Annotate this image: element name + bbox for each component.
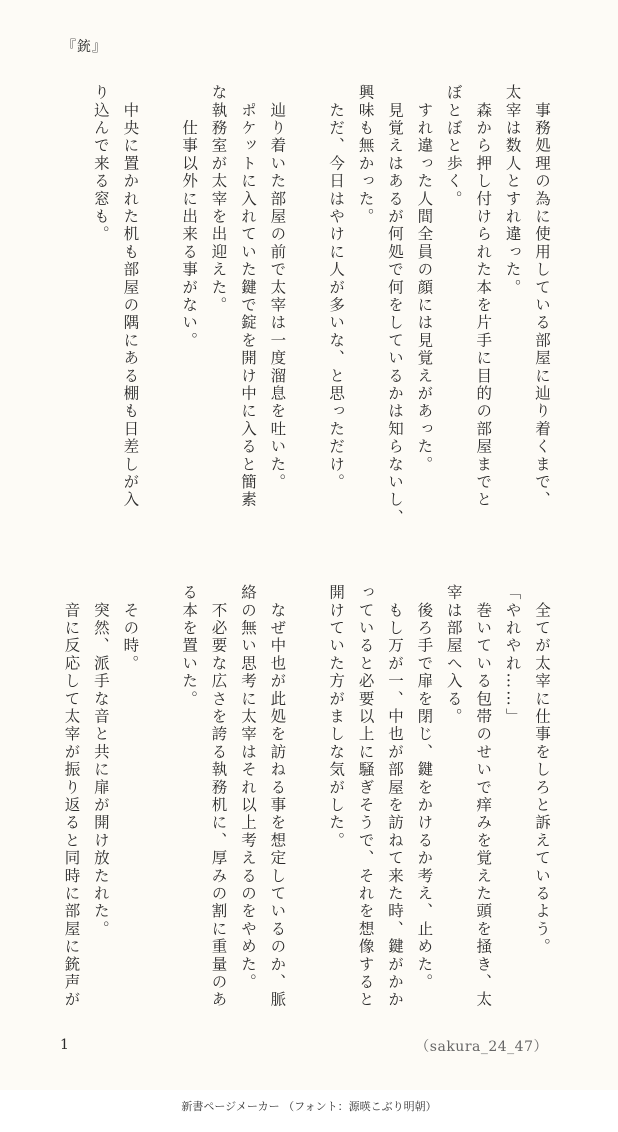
text-block-top — [86, 84, 557, 544]
text-line: 開けていた方がましな気がした。 — [327, 584, 346, 850]
text-line: 全てが太宰に仕事をしろと訴えているよう。 — [533, 584, 551, 956]
text-line: 仕事以外に出来る事がない。 — [180, 84, 199, 350]
text-line: 太宰は数人とすれ違った。 — [503, 84, 522, 297]
text-line: 巻いている包帯のせいで痒みを覚えた頭を掻き、太 — [474, 584, 493, 1009]
page-number: 1 — [60, 1037, 69, 1053]
text-line: る本を置いた。 — [180, 584, 199, 708]
text-line: 中央に置かれた机も部屋の隅にある棚も日差しが入 — [121, 84, 140, 509]
text-line: 後ろ手で扉を閉じ、鍵をかけるか考え、止めた。 — [415, 584, 434, 992]
text-line: 絡の無い思考に太宰はそれ以上考えるのをやめた。 — [238, 584, 257, 992]
text-line: ただ、今日はやけに人が多いな、と思っただけ。 — [327, 84, 346, 492]
text-line: り込んで来る窓も。 — [91, 84, 110, 244]
text-line — [144, 584, 173, 1014]
text-line — [291, 584, 320, 1014]
text-line: もし万が一、中也が部屋を訪ねて来た時、鍵がかか — [385, 584, 404, 1009]
text-line: ポケットに入れていた鍵で錠を開け中に入ると簡素 — [238, 84, 257, 509]
text-line: 辿り着いた部屋の前で太宰は一度溜息を吐いた。 — [268, 84, 287, 492]
text-line — [144, 84, 173, 544]
text-line: 突然、派手な音と共に扉が開け放たれた。 — [91, 584, 110, 938]
text-line: 見覚えはあるが何処で何をしているかは知らないし、 — [385, 84, 404, 527]
text-line: 音に反応して太宰が振り返ると同時に部屋に銃声が — [62, 584, 81, 1009]
text-line: なぜ中也が此処を訪ねる事を想定しているのか、脈 — [268, 584, 287, 1009]
text-line — [291, 84, 320, 544]
text-block-bottom — [56, 584, 556, 1014]
author-credit: （sakura_24_47） — [415, 1039, 548, 1055]
text-line: っていると必要以上に騒ぎそうで、それを想像すると — [356, 584, 375, 1009]
text-line: 興味も無かった。 — [356, 84, 375, 226]
text-line: 事務処理の為に使用している部屋に辿り着くまで、 — [533, 84, 551, 509]
text-line: 不必要な広さを誇る執務机に、厚みの割に重量のあ — [209, 584, 228, 1009]
text-line: ぼとぼと歩く。 — [444, 84, 463, 208]
text-line: な執務室が太宰を出迎えた。 — [209, 84, 228, 315]
story-title: 『銃』 — [62, 39, 107, 55]
text-line: 森から押し付けられた本を片手に目的の部屋までと — [474, 84, 493, 509]
text-line: 「やれやれ……」 — [503, 584, 522, 726]
text-line: 宰は部屋へ入る。 — [444, 584, 463, 726]
text-line: その時。 — [121, 584, 140, 673]
footer-caption: 新書ページメーカー （フォント：源暎こぶり明朝） — [181, 1100, 437, 1113]
text-line: すれ違った人間全員の顔には見覚えがあった。 — [415, 84, 434, 474]
